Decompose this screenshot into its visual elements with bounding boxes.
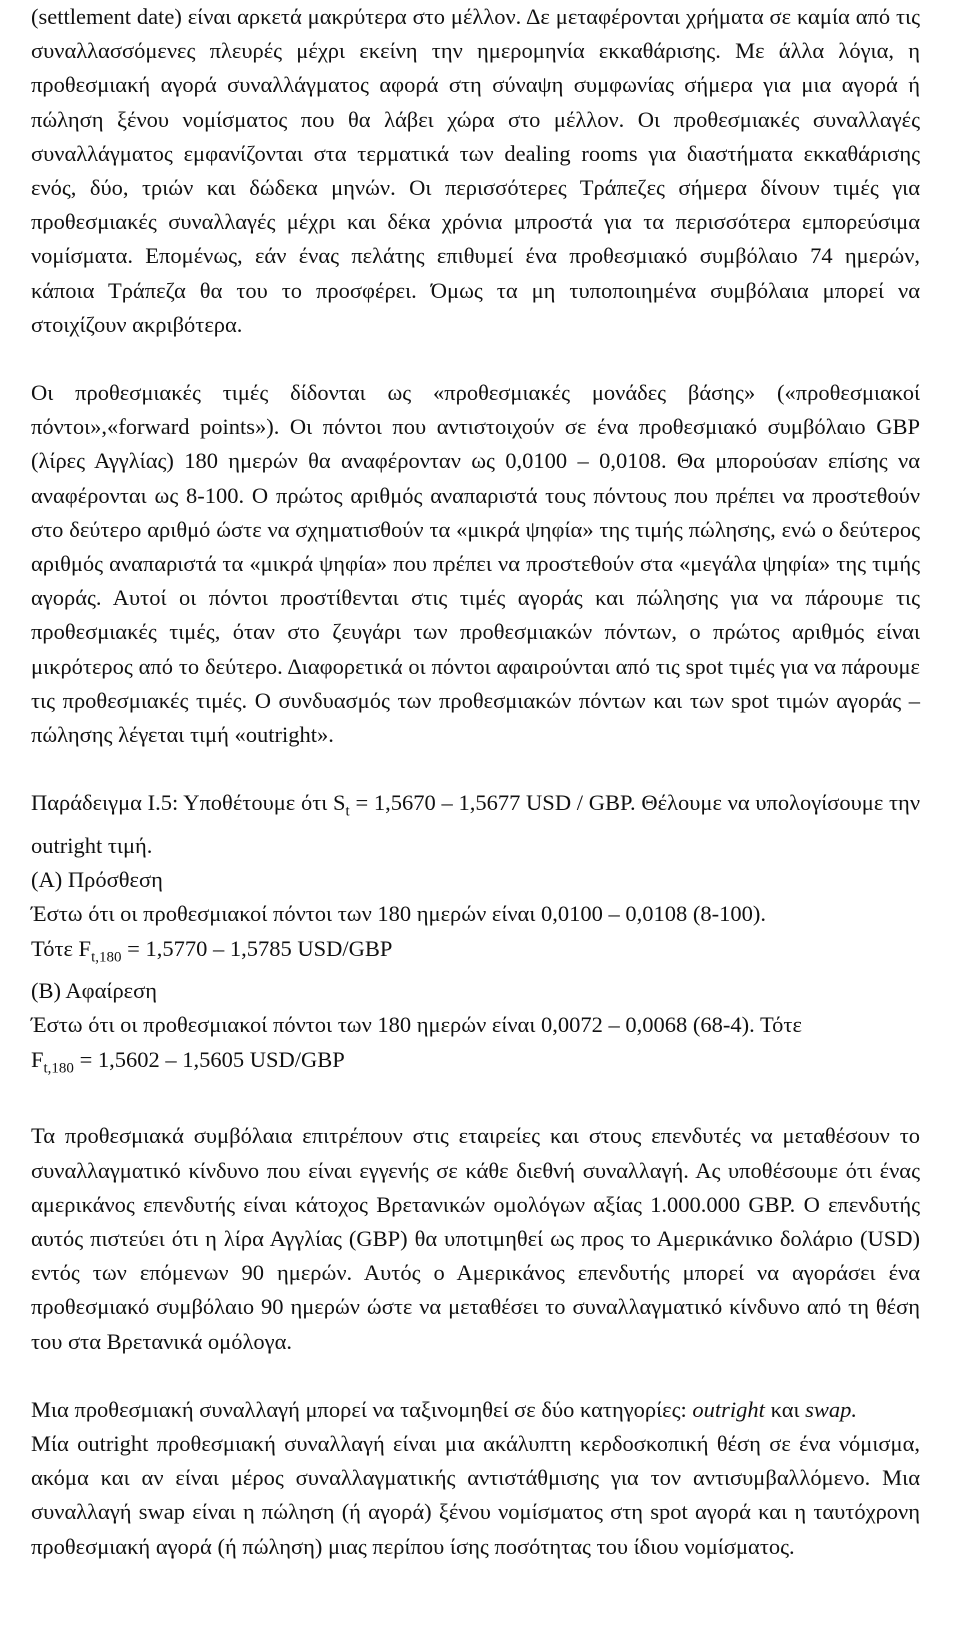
paragraph-hedging: Τα προθεσμιακά συμβόλαια επιτρέπουν στις εταιρείες και στους επενδυτές να μεταθέσουν το συναλλαγματικό κίνδυνο που είναι εγγενής σε κάθε διεθνή συναλλαγή. Ας υποθέσουμε ότι ένας αμερικάνος επενδυτής είναι κάτοχος Βρετανικών ομολόγων αξίας 1.000.000 GBP. Ο επενδυτής αυτός πιστεύει ότι η λίρα Αγγλίας (GBP) θα υποτιμηθεί ως προς το Αμερικάνικο δολάριο (USD) εντός των επόμενων 90 ημερών. Αυτός ο Αμερικάνος επενδυτής μπορεί να αγοράσει ένα προθεσμιακό συμβόλαιο 90 ημερών ώστε να μεταθέσει το συναλλαγματικό κίνδυνο από τη θέση του στα Βρετανικά ομόλογα.: [31, 1123, 920, 1354]
example-text-a: Παράδειγμα Ι.5: Υποθέτουμε ότι S: [31, 790, 346, 816]
paragraph-gap: [31, 752, 920, 786]
categories-outright: outright: [692, 1396, 765, 1422]
case-a-result: [31, 932, 920, 975]
example-text-b: = 1,5670 – 1,5677 USD / GBP. Θέλουμε να υπολογίσουμε την outright τιμή.: [31, 790, 920, 858]
case-b-line: Έστω ότι οι προθεσμιακοί πόντοι των 180 ημερών είναι 0,0072 – 0,0068 (68-4). Τότε: [31, 1012, 802, 1038]
case-b-result-sub: t,180: [43, 1060, 74, 1077]
case-a-title: (Α) Πρόσθεση: [31, 867, 163, 893]
case-a-line: Έστω ότι οι προθεσμιακοί πόντοι των 180 ημερών είναι 0,0100 – 0,0108 (8-100).: [31, 901, 766, 927]
categories-mid: και: [764, 1396, 806, 1422]
categories-swap: swap.: [805, 1396, 858, 1422]
case-a-result-sub: t,180: [91, 949, 122, 966]
case-b-result: [31, 1043, 920, 1086]
paragraph-outright-swap: Μία outright προθεσμιακή συναλλαγή είναι μια ακάλυπτη κερδοσκοπική θέση σε ένα νόμισμα, ακόμα και αν είναι μέρος συναλλαγματικής αντιστάθμισης για τον αντισυμβαλλόμενο. Μια συναλλαγή swap είναι η πώληση (ή αγορά) ξένου νομίσματος στη spot αγορά και η ταυτόχρονη προθεσμιακή αγορά (ή πώληση) μιας περίπου ίσης ποσότητας του ίδιου νομίσματος.: [31, 1431, 920, 1559]
paragraph-settlement: (settlement date) είναι αρκετά μακρύτερα στο μέλλον. Δε μεταφέρονται χρήματα σε καμία από τις συναλλασσόμενες πλευρές μέχρι εκείνη την ημερομηνία εκκαθάρισης. Με άλλα λόγια, η προθεσμιακή αγορά συναλλάγματος αφορά στη σύναψη συμφωνίας σήμερα για μια αγορά ή πώληση ξένου νομίσματος που θα λάβει χώρα στο μέλλον. Οι προθεσμιακές συναλλαγές συναλλάγματος εμφανίζονται στα τερματικά των dealing rooms για διαστήματα εκκαθάρισης ενός, δύο, τριών και δώδεκα μηνών. Οι περισσότερες Τράπεζες σήμερα δίνουν τιμές για προθεσμιακές συναλλαγές μέχρι και δέκα χρόνια μπροστά για τα περισσότερα εμπορεύσιμα νομίσματα. Επομένως, εάν ένας πελάτης επιθυμεί ένα προθεσμιακό συμβόλαιο 74 ημερών, κάποια Τράπεζα θα του το προσφέρει. Όμως τα μη τυποποιημένα συμβόλαια μπορεί να στοιχίζουν ακριβότερα.: [31, 4, 920, 337]
case-b-title: (Β) Αφαίρεση: [31, 978, 158, 1004]
case-b-result-post: = 1,5602 – 1,5605 USD/GBP: [73, 1046, 345, 1072]
paragraph-gap: [31, 342, 920, 376]
paragraph-categories: [31, 1393, 920, 1427]
case-a-result-post: = 1,5770 – 1,5785 USD/GBP: [121, 935, 393, 961]
paragraph-gap: [31, 1085, 920, 1119]
paragraph-gap: [31, 1359, 920, 1393]
example-subscript-t: t: [345, 803, 350, 820]
example-heading: [31, 786, 920, 863]
case-b-result-pre: F: [31, 1046, 44, 1072]
case-a-result-pre: Τότε F: [31, 935, 92, 961]
paragraph-forward-points: Οι προθεσμιακές τιμές δίδονται ως «προθεσμιακές μονάδες βάσης» («προθεσμιακοί πόντοι»,«forward points»). Οι πόντοι που αντιστοιχούν σε ένα προθεσμιακό συμβόλαιο GBP (λίρες Αγγλίας) 180 ημερών θα αναφέρονταν ως 0,0100 – 0,0108. Θα μπορούσαν επίσης να αναφέρονται ως 8-100. Ο πρώτος αριθμός αναπαριστά τους πόντους που πρέπει να προστεθούν στο δεύτερο αριθμό ώστε να σχηματισθούν τα «μικρά ψηφία» της τιμής πώλησης, ενώ ο δεύτερος αριθμός αναπαριστά τα «μικρά ψηφία» που πρέπει να προστεθούν στα «μεγάλα ψηφία» της τιμής αγοράς. Αυτοί οι πόντοι προστίθενται στις τιμές αγοράς και πώλησης για να πάρουμε τις προθεσμιακές τιμές, όταν στο ζευγάρι των προθεσμιακών πόντων, ο πρώτος αριθμός είναι μικρότερος από το δεύτερο. Διαφορετικά οι πόντοι αφαιρούνται από τις spot τιμές για να πάρουμε τις προθεσμιακές τιμές. Ο συνδυασμός των προθεσμιακών πόντων και των spot τιμών αγοράς – πώλησης λέγεται τιμή «outright».: [31, 380, 920, 748]
categories-pre: Μια προθεσμιακή συναλλαγή μπορεί να ταξινομηθεί σε δύο κατηγορίες:: [31, 1396, 693, 1422]
